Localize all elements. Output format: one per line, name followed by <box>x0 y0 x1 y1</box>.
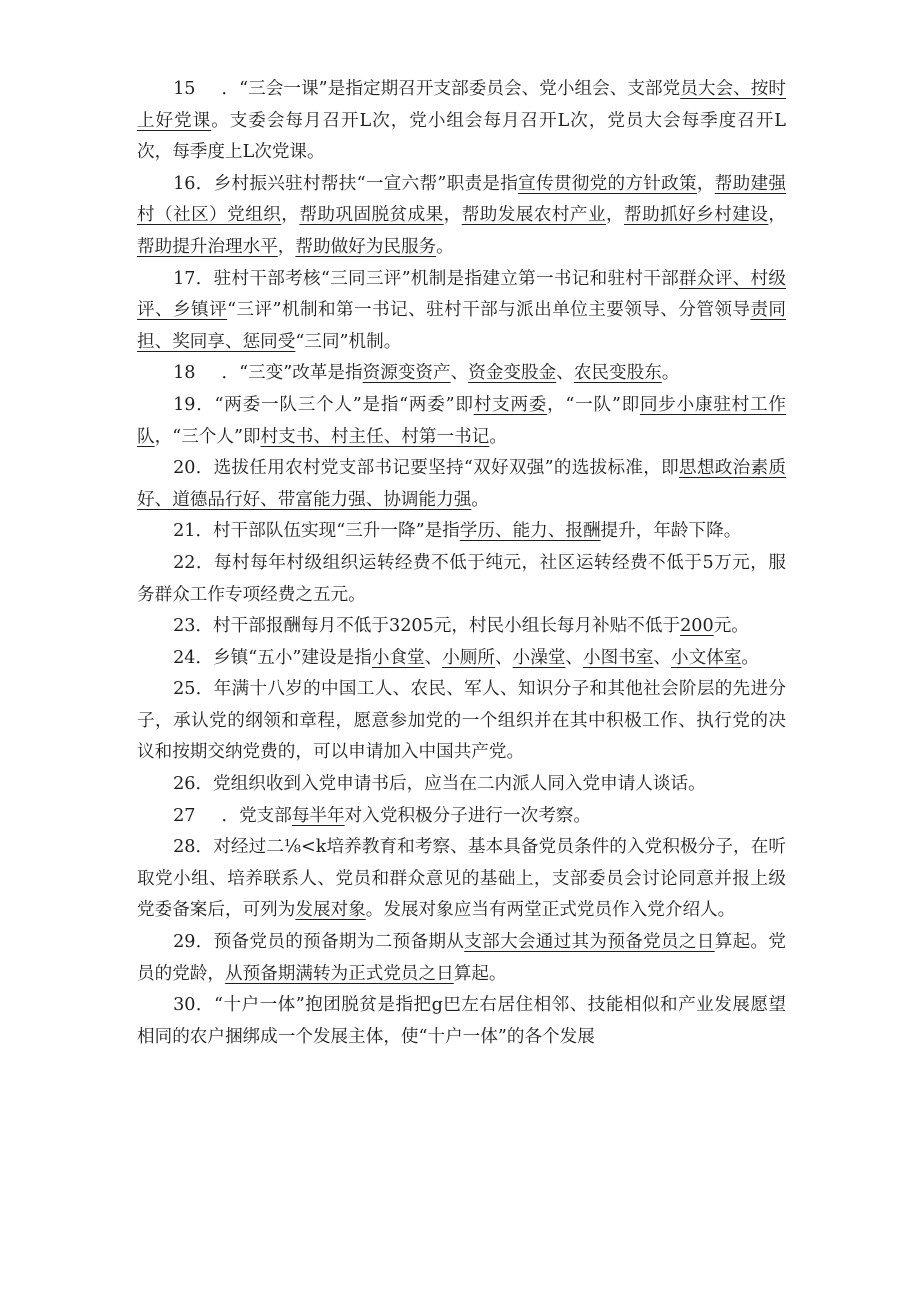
underlined-answer: 小图书室 <box>583 647 654 668</box>
text-segment: 26．党组织收到入党申请书后，应当在二内派人同入党申请人谈话。 <box>173 774 706 795</box>
text-segment: 。 <box>741 647 760 668</box>
paragraph-p23 <box>137 611 786 643</box>
paragraph-p26 <box>137 769 786 801</box>
text-segment: ．党支部 <box>221 805 292 826</box>
text-segment: 元。 <box>713 616 749 637</box>
text-segment: 29．预备党员的预备期为二预备期从 <box>173 932 465 953</box>
text-segment: 27 <box>173 805 196 826</box>
text-segment: ， <box>768 205 786 226</box>
text-segment: 。支委会每月召开L次，党小组会每月召开L次，党员大会每季度召开L次，每季度上L次党课。 <box>137 110 786 163</box>
text-segment: 21．村干部队伍实现“三升一降”是指 <box>173 521 460 542</box>
underlined-answer: 思想政治素质好、道德品行好、带富能力强、协调能力强 <box>137 458 786 510</box>
text-segment: 算起。 <box>453 963 507 984</box>
underlined-answer: 小厕所 <box>442 647 496 668</box>
paragraph-p29 <box>137 927 786 990</box>
paragraph-p25 <box>137 674 786 769</box>
underlined-answer: 支部大会通过其为预备党员之日 <box>464 932 715 953</box>
text-segment: ，“三个人”即 <box>154 426 261 447</box>
underlined-answer: 同步小康驻村工作队 <box>137 394 786 447</box>
text-segment: 、 <box>495 647 513 668</box>
text-segment: 20．选拔任用农村党支部书记要坚持“双好双强”的选拔标准，即 <box>173 458 680 479</box>
paragraph-p17 <box>137 264 786 359</box>
text-segment: ， <box>605 205 625 226</box>
underlined-answer: 帮助做好为民服务 <box>295 236 437 257</box>
underlined-answer: 责同担、奖同享、惩同受 <box>137 300 786 352</box>
text-segment: 。 <box>471 489 489 510</box>
text-segment: ， <box>443 205 462 226</box>
text-segment: 30．“十户一体”抱团脱贫是指把g巴左右居住相邻、技能相似和产业发展愿望相同的农户捆绑成一个发展主体，使“十户一体”的各个发展 <box>137 995 786 1047</box>
text-segment: 、 <box>556 363 574 384</box>
text-segment: ．“三变”改革是指 <box>221 363 363 384</box>
text-segment: 、 <box>450 363 469 384</box>
underlined-answer: 帮助抓好乡村建设 <box>624 205 769 226</box>
text-segment: 提升，年龄下降。 <box>600 521 742 542</box>
underlined-answer: 200 <box>680 616 714 637</box>
paragraph-p15 <box>137 74 786 169</box>
text-segment: 18 <box>173 363 196 384</box>
paragraph-p28 <box>137 832 786 927</box>
paragraph-p24 <box>137 643 786 675</box>
text-segment: “三评”机制和第一书记、驻村干部与派出单位主要领导、分管领导 <box>227 300 751 321</box>
text-segment: 22．每村每年村级组织运转经费不低于纯元，社区运转经费不低于5万元，服务群众工作专项经费之五元。 <box>137 552 786 605</box>
paragraph-p21 <box>137 516 786 548</box>
underlined-answer: 村支书、村主任、村第一书记 <box>260 426 490 447</box>
text-segment: “三同”机制。 <box>295 331 402 352</box>
underlined-answer: 发展对象 <box>295 900 366 921</box>
text-segment: 。 <box>661 363 680 384</box>
underlined-answer: 员大会、按时上好党课 <box>137 79 786 131</box>
underlined-answer: 农民变股东 <box>573 363 662 384</box>
underlined-answer: 资金变股金 <box>468 363 557 384</box>
paragraph-p16 <box>137 169 786 264</box>
paragraph-p30 <box>137 990 786 1053</box>
text-segment: 、 <box>565 647 584 668</box>
underlined-answer: 资源变资产 <box>362 363 451 384</box>
text-segment: ， <box>277 236 296 257</box>
underlined-answer: 帮助发展农村产业 <box>461 205 606 226</box>
text-segment: 。发展对象应当有两堂正式党员作入党介绍人。 <box>365 900 736 921</box>
text-segment: ．“三会一课”是指定期召开支部委员会、党小组会、支部党 <box>221 79 681 99</box>
underlined-answer: 小文体室 <box>671 647 742 668</box>
text-segment: 。 <box>436 236 454 257</box>
paragraph-p22 <box>137 548 786 611</box>
underlined-answer: 帮助建强村（社区）党组织 <box>137 173 786 226</box>
text-segment: 25．年满十八岁的中国工人、农民、军人、知识分子和其他社会阶层的先进分子，承认党的纲领和章程，愿意参加党的一个组织并在其中积极工作、执行党的决议和按期交纳党费的，可以申请加入中国共产党。 <box>137 679 786 763</box>
underlined-answer: 帮助提升治理水平 <box>137 236 278 257</box>
underlined-answer: 学历、能力、报酬 <box>459 521 601 542</box>
underlined-answer: 小食堂 <box>371 647 425 668</box>
underlined-answer: 从预备期满转为正式党员之日 <box>224 963 454 984</box>
text-segment: 16．乡村振兴驻村帮扶“一宣六帮”职责是指 <box>173 173 519 194</box>
underlined-answer: 村支两委 <box>473 394 548 415</box>
underlined-answer: 群众评、村级评、乡镇评 <box>137 268 786 321</box>
text-segment: ，“一队”即 <box>547 394 640 415</box>
text-segment: 算起。党员的党龄， <box>137 932 786 984</box>
underlined-answer: 小澡堂 <box>512 647 566 668</box>
text-segment: 、 <box>424 647 443 668</box>
paragraph-p20 <box>137 453 786 516</box>
text-segment: 23．村干部报酬每月不低于3205元，村民小组长每月补贴不低于 <box>173 616 681 637</box>
text-segment: 19．“两委一队三个人”是指“两委”即 <box>173 394 474 415</box>
text-segment: 对入党积极分子进行一次考察。 <box>344 805 591 826</box>
text-segment: ， <box>281 205 300 226</box>
text-segment: 。 <box>489 426 507 447</box>
text-segment: 28．对经过二⅛<k培养教育和考察、基本具备党员条件的入党积极分子，在听取党小组、培养联系人、党员和群众意见的基础上，支部委员会讨论同意并报上级党委备案后，可列为 <box>137 837 786 921</box>
underlined-answer: 每半年 <box>291 805 345 826</box>
underlined-answer: 宣传贯彻党的方针政策 <box>518 173 697 194</box>
text-segment: 15 <box>173 79 196 99</box>
text-segment: 17．驻村干部考核“三同三评”机制是指建立第一书记和驻村干部 <box>173 268 680 289</box>
paragraph-p18 <box>137 358 786 390</box>
text-segment: ， <box>696 173 715 194</box>
text-segment: 24．乡镇“五小”建设是指 <box>173 647 372 668</box>
underlined-answer: 帮助巩固脱贫成果 <box>299 205 444 226</box>
paragraph-p27 <box>137 801 786 833</box>
text-segment: 、 <box>653 647 672 668</box>
paragraph-p19 <box>137 390 786 453</box>
